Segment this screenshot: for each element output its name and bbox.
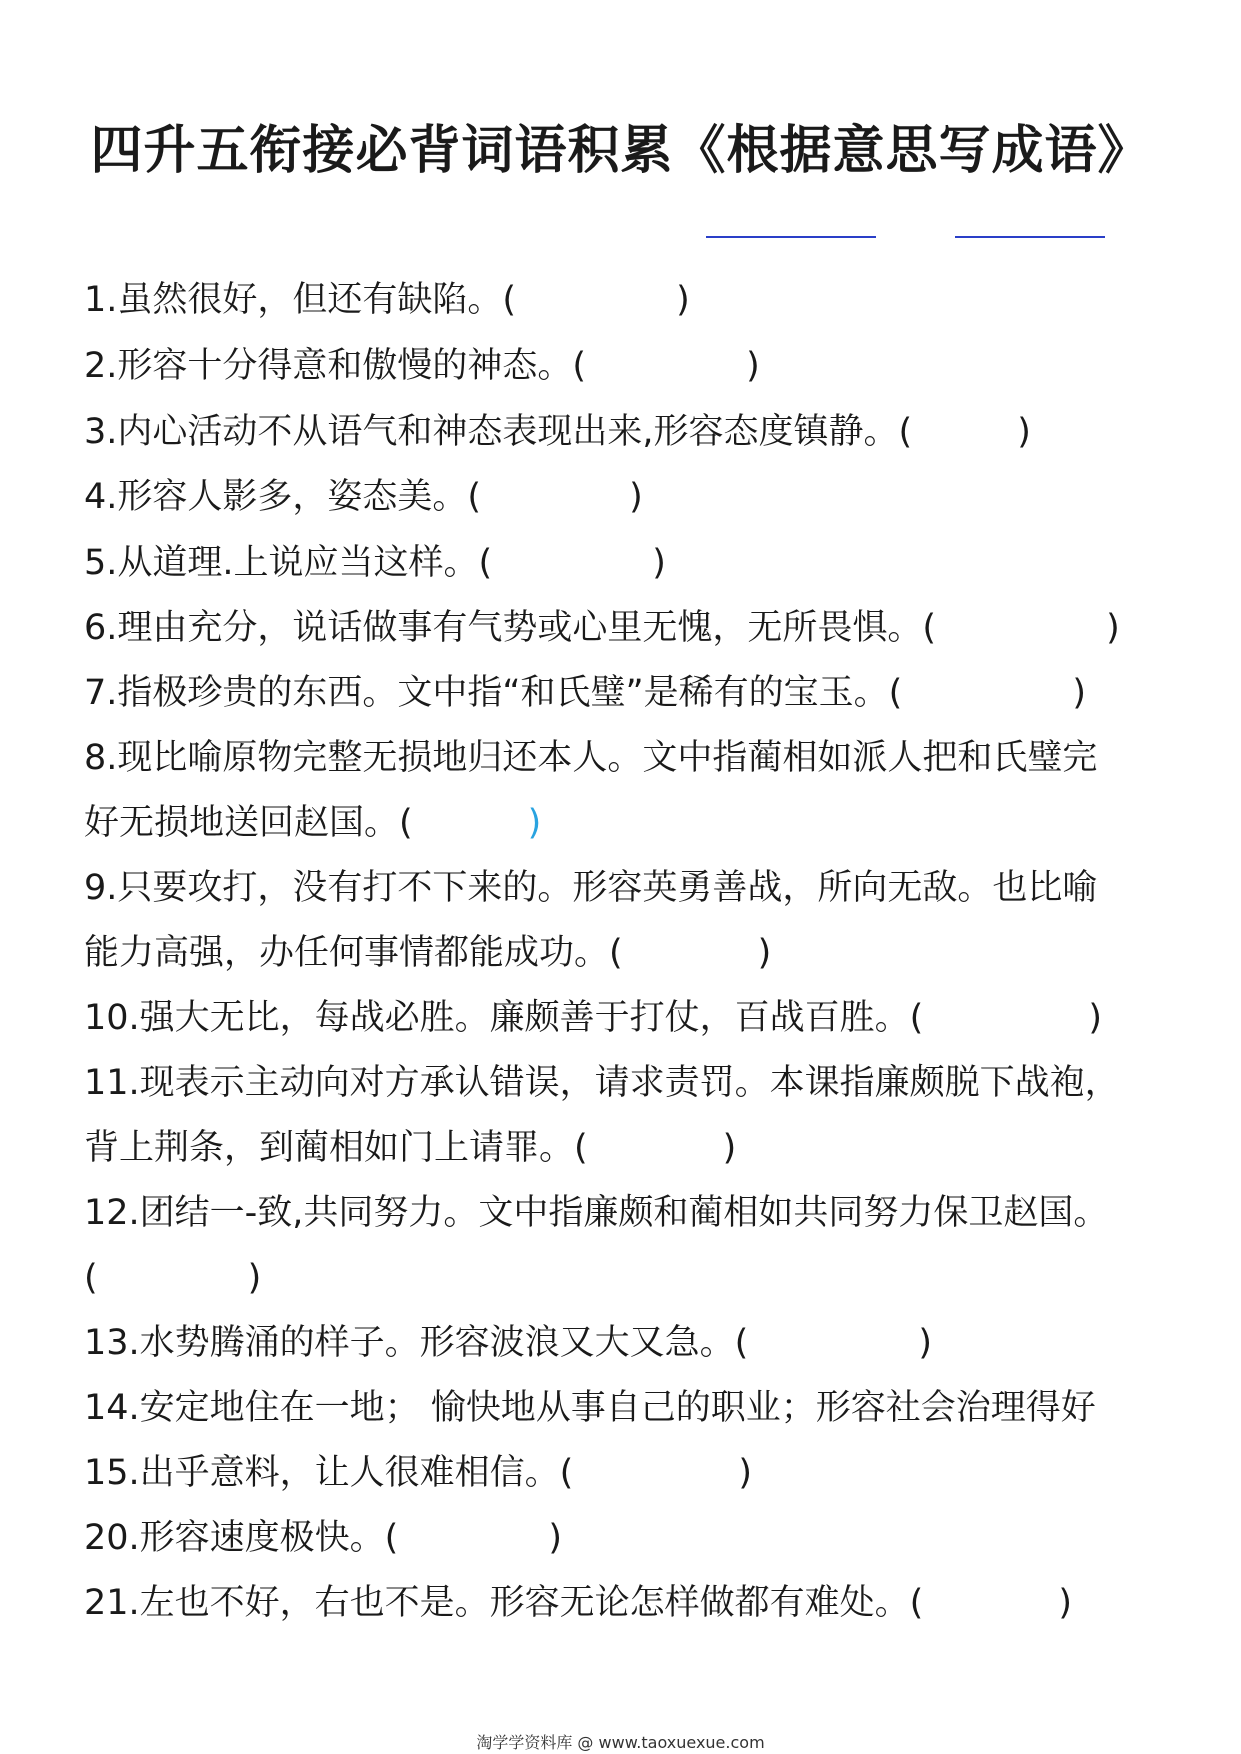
question-11-line-2: 背上荆条，到蔺相如门上请罪。( ) [84, 1128, 737, 1168]
question-8-line-2: 好无损地送回赵国。( ) [84, 803, 542, 843]
question-3: 3.内心活动不从语气和神态表现出来,形容态度镇静。( ) [84, 412, 1031, 452]
question-9-line-1: 9.只要攻打，没有打不下来的。形容英勇善战，所向无敌。也比喻 [84, 868, 1098, 908]
question-13: 13.水势腾涌的样子。形容波浪又大又急。( ) [84, 1323, 932, 1363]
question-1: 1.虽然很好，但还有缺陷。( ) [84, 280, 690, 320]
question-15: 15.出乎意料，让人很难相信。( ) [84, 1453, 752, 1493]
question-2: 2.形容十分得意和傲慢的神态。( ) [84, 346, 760, 386]
question-12-line-1: 12.团结一-致,共同努力。文中指廉颇和蔺相如共同努力保卫赵国。 [84, 1193, 1109, 1233]
question-20: 20.形容速度极快。( ) [84, 1518, 562, 1558]
question-7: 7.指极珍贵的东西。文中指“和氏璧”是稀有的宝玉。( ) [84, 673, 1086, 713]
question-6: 6.理由充分，说话做事有气势或心里无愧，无所畏惧。( ) [84, 608, 1120, 648]
question-10: 10.强大无比，每战必胜。廉颇善于打仗，百战百胜。( ) [84, 998, 1102, 1038]
question-11-line-1: 11.现表示主动向对方承认错误，请求责罚。本课指廉颇脱下战袍， [84, 1063, 1120, 1103]
question-12-line-2: ( ) [84, 1258, 262, 1298]
question-9-line-2: 能力高强，办任何事情都能成功。( ) [84, 933, 772, 973]
footer-watermark: 淘学学资料库 @ www.taoxuexue.com [476, 1733, 765, 1752]
question-21: 21.左也不好，右也不是。形容无论怎样做都有难处。( ) [84, 1583, 1072, 1623]
question-14: 14.安定地住在一地； 愉快地从事自己的职业；形容社会治理得好 [84, 1388, 1096, 1428]
question-5: 5.从道理.上说应当这样。( ) [84, 543, 666, 583]
score-blank-line [955, 236, 1105, 238]
question-4: 4.形容人影多，姿态美。( ) [84, 477, 643, 517]
name-blank-line [706, 236, 876, 238]
page-title: 四升五衔接必背词语积累《根据意思写成语》 [90, 121, 1151, 181]
question-8-line-1: 8.现比喻原物完整无损地归还本人。文中指蔺相如派人把和氏璧完 [84, 738, 1098, 778]
